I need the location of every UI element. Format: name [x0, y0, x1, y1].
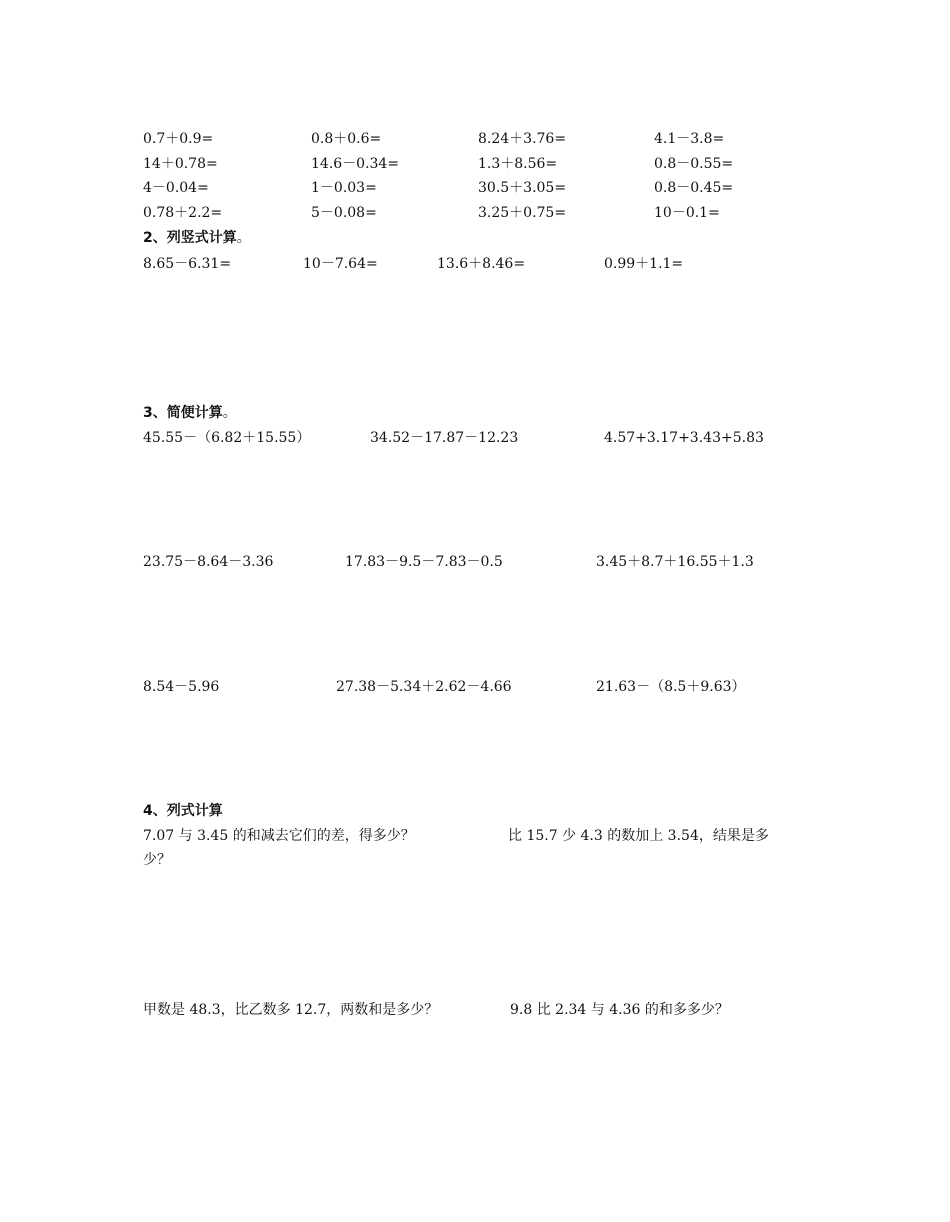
- section-2-title: 2、列竖式计算: [143, 230, 237, 246]
- oral-calc-item: 5－0.08=: [311, 205, 377, 221]
- oral-calc-item: 0.8－0.45=: [654, 180, 734, 196]
- oral-calc-row-4: [0, 203, 950, 225]
- word-problem-1: 7.07 与 3.45 的和减去它们的差，得多少？: [143, 828, 415, 844]
- word-problem-2-line-1: 比 15.7 少 4.3 的数加上 3.54，结果是多: [508, 828, 769, 844]
- oral-calc-item: 0.7＋0.9=: [143, 131, 214, 147]
- section-2-title-suffix: 。: [236, 230, 251, 246]
- oral-calc-item: 1.3＋8.56=: [478, 156, 558, 172]
- section-2-heading: [143, 228, 251, 248]
- word-problem-4: 9.8 比 2.34 与 4.36 的和多多少？: [510, 1002, 729, 1018]
- oral-calc-item: 10－0.1=: [654, 205, 720, 221]
- oral-calc-item: 3.25＋0.75=: [478, 205, 567, 221]
- oral-calc-item: 4－0.04=: [143, 180, 209, 196]
- vertical-calc-item: 8.65－6.31=: [143, 256, 232, 272]
- section-3-title: 3、简便计算: [143, 405, 223, 421]
- oral-calc-item: 30.5＋3.05=: [478, 180, 567, 196]
- oral-calc-item: 1－0.03=: [311, 180, 377, 196]
- oral-calc-row-3: [0, 178, 950, 200]
- vertical-calc-item: 0.99＋1.1=: [604, 256, 684, 272]
- section-3-heading: [143, 403, 237, 423]
- simplify-calc-row-3: [0, 677, 950, 699]
- oral-calc-item: 14.6－0.34=: [311, 156, 400, 172]
- simplify-calc-row-1: [0, 428, 950, 450]
- section-4-title: 4、列式计算: [143, 803, 223, 819]
- oral-calc-item: 14＋0.78=: [143, 156, 218, 172]
- simplify-calc-item: 4.57+3.17+3.43+5.83: [604, 430, 764, 446]
- simplify-calc-item: 27.38－5.34＋2.62－4.66: [336, 679, 512, 695]
- oral-calc-row-2: [0, 154, 950, 176]
- simplify-calc-item: 8.54－5.96: [143, 679, 220, 695]
- oral-calc-item: 0.8＋0.6=: [311, 131, 382, 147]
- simplify-calc-item: 34.52－17.87－12.23: [370, 430, 519, 446]
- simplify-calc-item: 45.55－（6.82＋15.55）: [143, 430, 311, 446]
- vertical-calc-item: 10－7.64=: [303, 256, 378, 272]
- simplify-calc-item: 3.45＋8.7＋16.55＋1.3: [596, 554, 754, 570]
- section-4-heading: [143, 801, 223, 821]
- simplify-calc-item: 17.83－9.5－7.83－0.5: [345, 554, 503, 570]
- word-problem-3: 甲数是 48.3，比乙数多 12.7，两数和是多少？: [143, 1002, 439, 1018]
- vertical-calc-row: [0, 254, 950, 276]
- vertical-calc-item: 13.6＋8.46=: [437, 256, 526, 272]
- oral-calc-row-1: [0, 129, 950, 151]
- oral-calc-item: 0.78＋2.2=: [143, 205, 223, 221]
- simplify-calc-item: 23.75－8.64－3.36: [143, 554, 274, 570]
- simplify-calc-row-2: [0, 552, 950, 574]
- oral-calc-item: 8.24＋3.76=: [478, 131, 567, 147]
- section-3-title-suffix: 。: [222, 405, 237, 421]
- oral-calc-item: 0.8－0.55=: [654, 156, 734, 172]
- simplify-calc-item: 21.63－（8.5＋9.63）: [596, 679, 746, 695]
- word-problem-2-line-2: 少？: [143, 852, 171, 868]
- oral-calc-item: 4.1－3.8=: [654, 131, 725, 147]
